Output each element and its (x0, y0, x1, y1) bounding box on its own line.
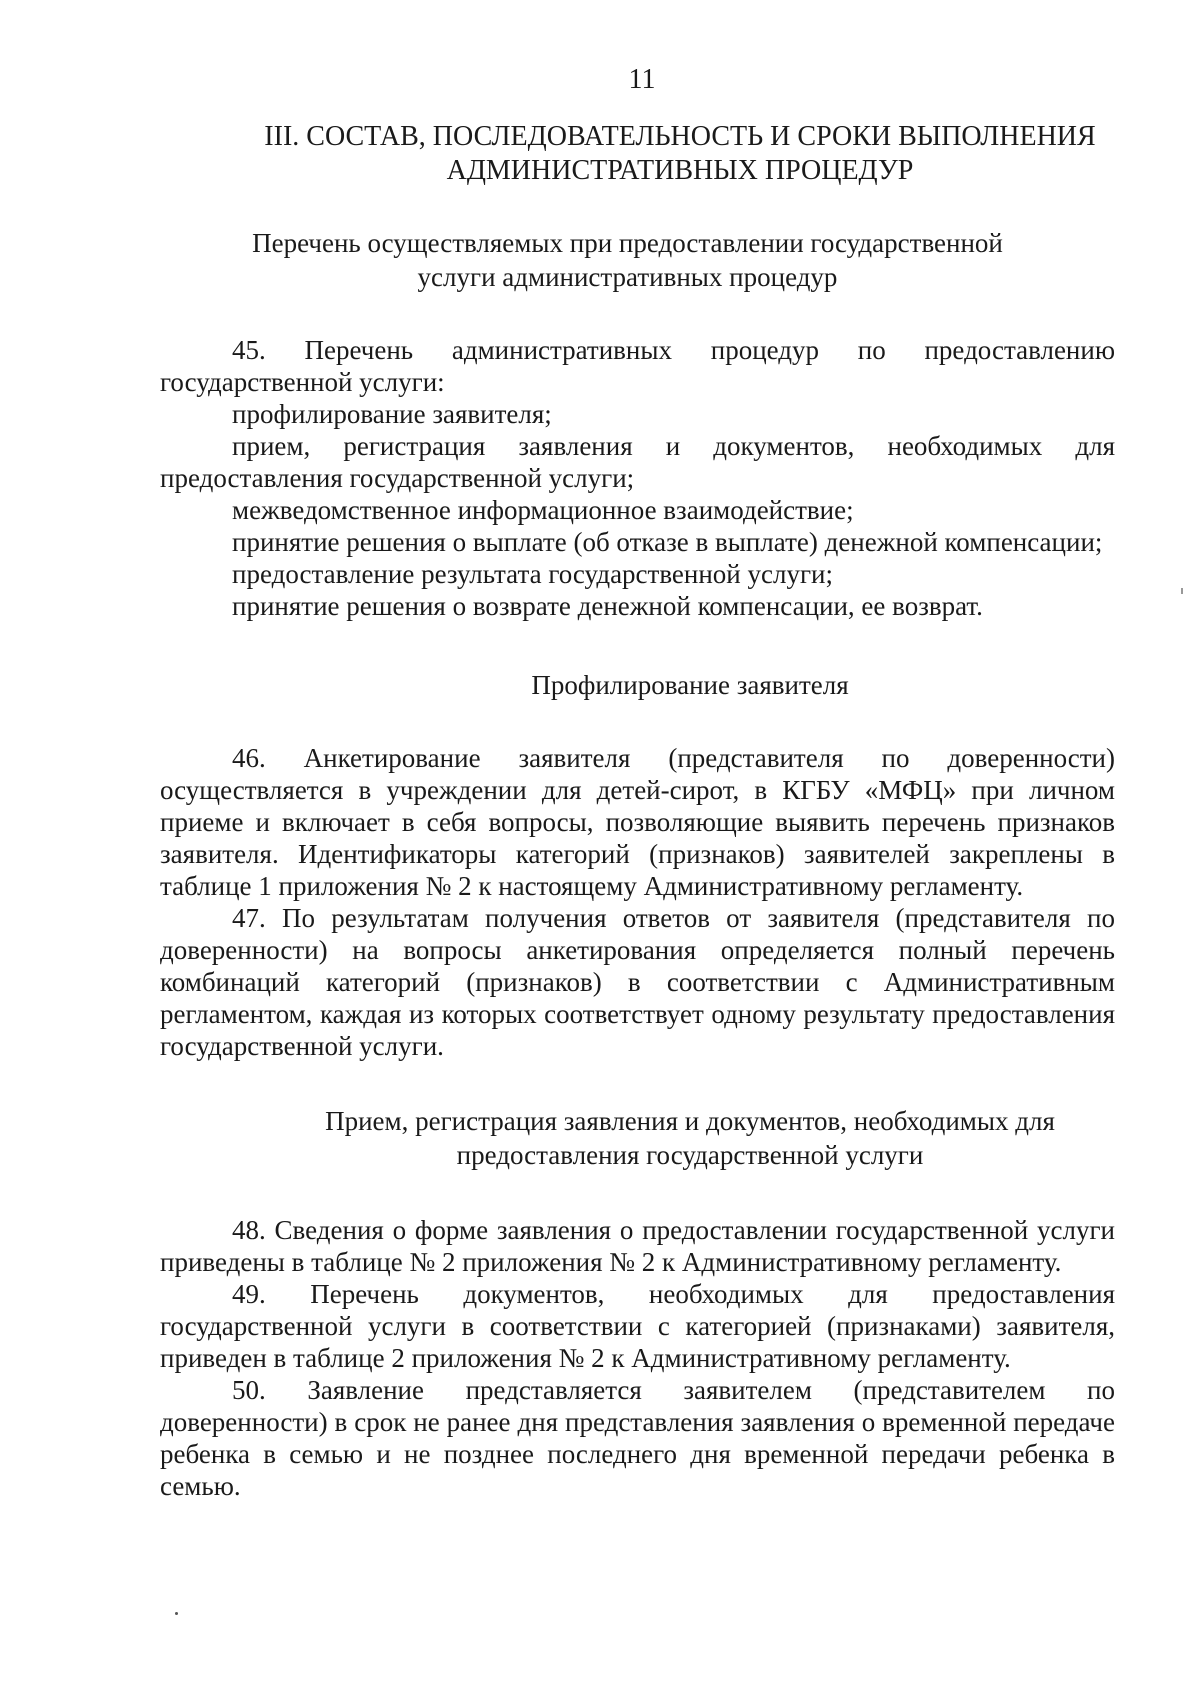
paragraph-49: 49. Перечень документов, необходимых для предоставления государственной услуги в соответствии с категорией (признаками) заявителя, приведен в таблице 2 приложения № 2 к Административному регламенту. (160, 1279, 1115, 1373)
paragraph-46: 46. Анкетирование заявителя (представителя по доверенности) осуществляется в учреждении для детей-сирот, в КГБУ «МФЦ» при личном приеме и включает в себя вопросы, позволяющие выявить перечень признаков заявителя. Идентификаторы категорий (признаков) заявителей закреплены в таблице 1 приложения № 2 к настоящему Административному регламенту. (160, 743, 1115, 901)
page-number: 11 (628, 64, 656, 95)
scan-speck (175, 1612, 178, 1615)
section-title-line-1: Перечень осуществляемых при предоставлении государственной (252, 228, 1003, 258)
paragraph-47: 47. По результатам получения ответов от заявителя (представителя по доверенности) на вопросы анкетирования определяется полный перечень комбинаций категорий (признаков) в соответствии с Административным регламентом, каждая из которых соответствует одному результату предоставления государственной услуги. (160, 903, 1115, 1061)
chapter-title (160, 120, 1115, 188)
scan-mark (1181, 588, 1183, 594)
section-title-procedures-list (160, 226, 1115, 294)
section-title-application-reception (160, 1104, 1115, 1172)
procedure-item-3: межведомственное информационное взаимодействие; (232, 495, 854, 525)
section-title-line-2: услуги административных процедур (417, 262, 838, 292)
document-body (160, 120, 1115, 1502)
paragraph-48: 48. Сведения о форме заявления о предоставлении государственной услуги приведены в таблице № 2 приложения № 2 к Административному регламенту. (160, 1215, 1115, 1277)
procedure-item-1: профилирование заявителя; (232, 399, 552, 429)
chapter-title-line-2: АДМИНИСТРАТИВНЫХ ПРОЦЕДУР (446, 155, 914, 186)
section-title-profiling: Профилирование заявителя (531, 670, 849, 700)
section-title-line-2: предоставления государственной услуги (456, 1140, 924, 1170)
chapter-title-line-1: III. СОСТАВ, ПОСЛЕДОВАТЕЛЬНОСТЬ И СРОКИ ВЫПОЛНЕНИЯ (264, 121, 1096, 152)
procedure-item-2: прием, регистрация заявления и документов, необходимых для предоставления государственной услуги; (160, 431, 1115, 493)
paragraph-50: 50. Заявление представляется заявителем (представителем по доверенности) в срок не ранее дня представления заявления о временной передаче ребенка в семью и не позднее последнего дня временной передачи ребенка в семью. (160, 1375, 1115, 1501)
procedure-item-4: принятие решения о выплате (об отказе в выплате) денежной компенсации; (232, 527, 1103, 557)
section-title-line-1: Прием, регистрация заявления и документов, необходимых для (325, 1106, 1055, 1136)
paragraph-45: 45. Перечень административных процедур по предоставлению государственной услуги: (160, 335, 1115, 397)
procedure-item-6: принятие решения о возврате денежной компенсации, ее возврат. (232, 591, 983, 621)
procedure-item-5: предоставление результата государственной услуги; (232, 559, 833, 589)
